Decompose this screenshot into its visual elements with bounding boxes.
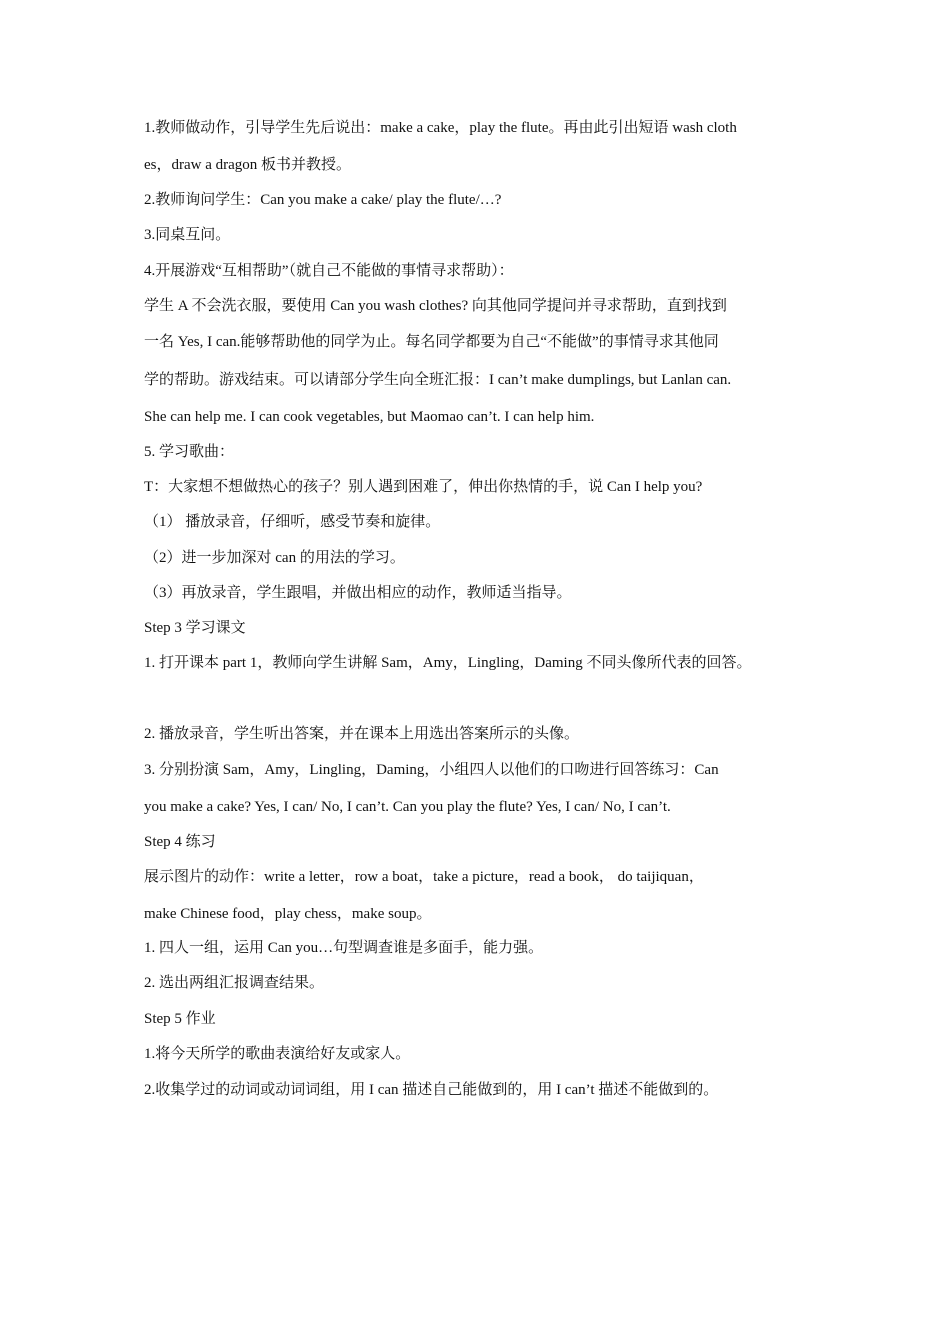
text-line: （3）再放录音，学生跟唱，并做出相应的动作，教师适当指导。 <box>144 585 572 601</box>
text-line: 学生 A 不会洗衣服，要使用 Can you wash clothes? 向其他同学提问并寻求帮助，直到找到 <box>144 298 727 314</box>
text-line: es，draw a dragon 板书并教授。 <box>144 157 352 173</box>
text-line: make Chinese food，play chess，make soup。 <box>144 906 432 922</box>
text-line: 1.教师做动作，引导学生先后说出：make a cake，play the flute。再由此引出短语 wash cloth <box>144 120 737 136</box>
text-line: 学的帮助。游戏结束。可以请部分学生向全班汇报：I can’t make dumplings, but Lanlan can. <box>144 372 732 388</box>
text-line: She can help me. I can cook vegetables, but Maomao can’t. I can help him. <box>144 409 595 425</box>
text-line: 2. 选出两组汇报调查结果。 <box>144 975 325 991</box>
text-line: 展示图片的动作：write a letter，row a boat，take a picture，read a book， do taijiquan， <box>144 869 704 885</box>
text-line: you make a cake? Yes, I can/ No, I can’t. Can you play the flute? Yes, I can/ No, I can’t. <box>144 799 671 815</box>
text-line: 3. 分别扮演 Sam，Amy，Lingling，Daming，小组四人以他们的口吻进行回答练习：Can <box>144 762 719 778</box>
step-heading: Step 5 作业 <box>144 1011 216 1027</box>
text-line: T：大家想不想做热心的孩子？别人遇到困难了，伸出你热情的手，说 Can I help you? <box>144 479 703 495</box>
text-line: 3.同桌互问。 <box>144 227 231 243</box>
text-line: 一名 Yes, I can.能够帮助他的同学为止。每名同学都要为自己“不能做”的事情寻求其他同 <box>144 334 719 350</box>
text-line: 2. 播放录音，学生听出答案，并在课本上用选出答案所示的头像。 <box>144 726 580 742</box>
step-heading: Step 3 学习课文 <box>144 620 246 636</box>
text-line: 1. 四人一组，运用 Can you…句型调查谁是多面手，能力强。 <box>144 940 544 956</box>
section-heading: 5. 学习歌曲： <box>144 444 235 460</box>
text-line: 1.将今天所学的歌曲表演给好友或家人。 <box>144 1046 411 1062</box>
text-line: （2）进一步加深对 can 的用法的学习。 <box>144 550 405 566</box>
text-line: 2.收集学过的动词或动词词组，用 I can 描述自己能做到的，用 I can’t 描述不能做到的。 <box>144 1082 719 1098</box>
text-line: 4.开展游戏“互相帮助”（就自己不能做的事情寻求帮助）： <box>144 263 514 279</box>
text-line: 2.教师询问学生：Can you make a cake/ play the flute/…? <box>144 192 502 208</box>
text-line: （1） 播放录音，仔细听，感受节奏和旋律。 <box>144 514 441 530</box>
step-heading: Step 4 练习 <box>144 834 216 850</box>
text-line: 1. 打开课本 part 1，教师向学生讲解 Sam，Amy，Lingling，Daming 不同头像所代表的回答。 <box>144 655 752 671</box>
